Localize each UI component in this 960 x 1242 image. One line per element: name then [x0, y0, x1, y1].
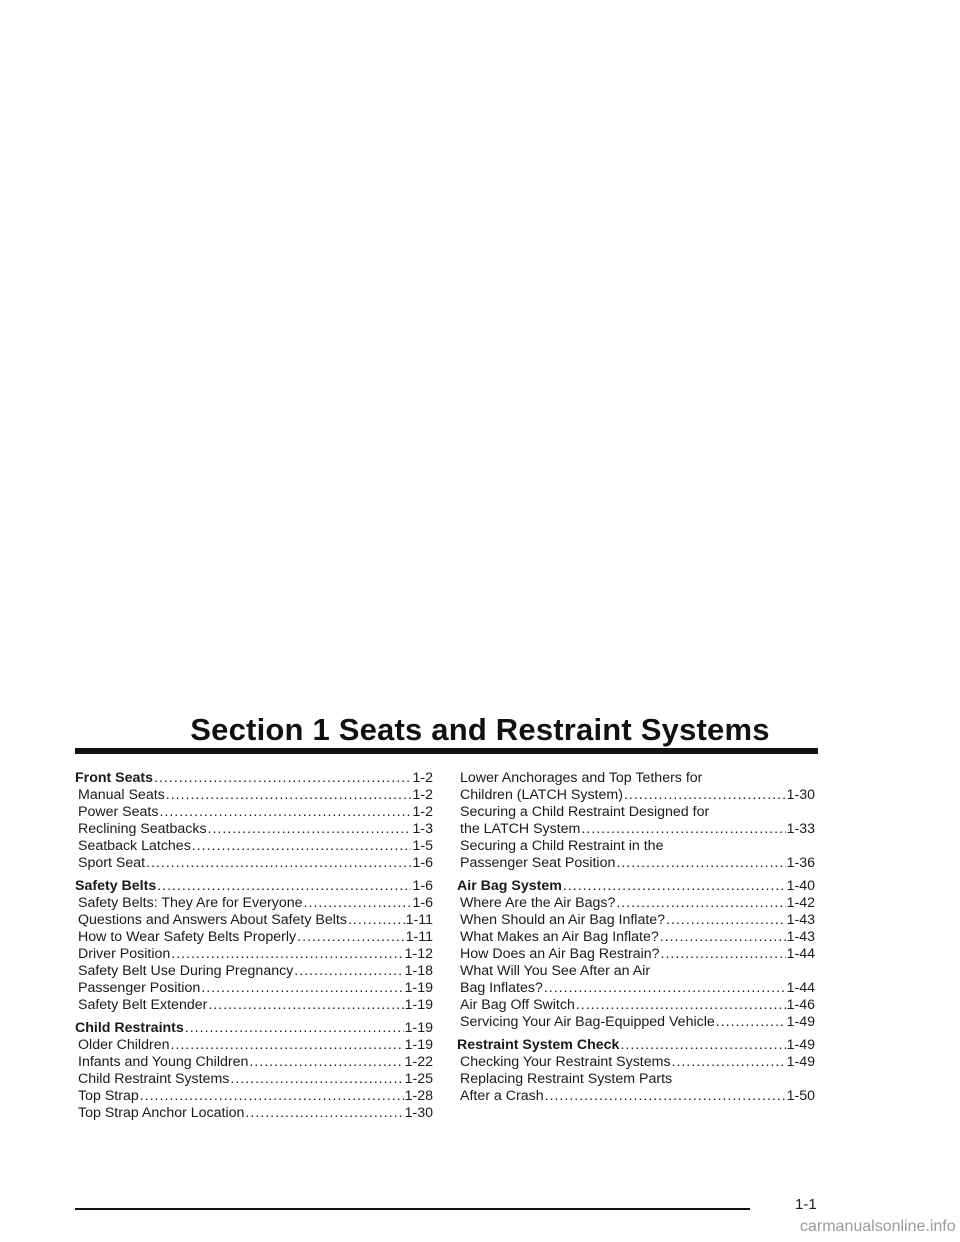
- toc-entry-label: Children (LATCH System): [460, 787, 623, 803]
- toc-entry-page: 1-50: [786, 1088, 815, 1104]
- toc-entry-pregnancy[interactable]: [75, 963, 433, 980]
- dot-leader: [171, 946, 403, 963]
- toc-entry-label: Questions and Answers About Safety Belts: [78, 912, 347, 928]
- toc-entry-off-switch[interactable]: [457, 997, 815, 1014]
- dot-leader: [660, 929, 786, 946]
- toc-entry-label: Passenger Seat Position: [460, 855, 616, 871]
- toc-entry-driver-position[interactable]: [75, 946, 433, 963]
- title-rule: [75, 748, 818, 754]
- dot-leader: [620, 1037, 785, 1054]
- toc-entry-label: Where Are the Air Bags?: [460, 895, 616, 911]
- toc-entry-when-inflate[interactable]: [457, 912, 815, 929]
- toc-entry-what-see-line1[interactable]: What Will You See After an Air: [460, 963, 651, 979]
- toc-entry-label: Infants and Young Children: [78, 1054, 249, 1070]
- toc-entry-label: Air Bag System: [457, 878, 562, 894]
- toc-entry-label: Safety Belt Extender: [78, 997, 208, 1013]
- toc-entry-label: Checking Your Restraint Systems: [460, 1054, 671, 1070]
- dot-leader: [166, 787, 412, 804]
- dot-leader: [192, 838, 412, 855]
- toc-entry-label: Driver Position: [78, 946, 171, 962]
- toc-entry-safety-belts[interactable]: [75, 878, 433, 895]
- toc-entry-child-restraint-systems[interactable]: [75, 1071, 433, 1088]
- toc-right-column: [457, 770, 815, 1105]
- toc-entry-air-bag-system[interactable]: [457, 878, 815, 895]
- dot-leader: [249, 1054, 403, 1071]
- toc-entry-label: How Does an Air Bag Restrain?: [460, 946, 660, 962]
- toc-entry-restraint-check[interactable]: [457, 1037, 815, 1054]
- section-title: Section 1 Seats and Restraint Systems: [190, 712, 770, 747]
- toc-entry-where-air-bags[interactable]: [457, 895, 815, 912]
- toc-entry-page: 1-40: [786, 878, 815, 894]
- toc-entry-page: 1-2: [412, 804, 433, 820]
- toc-entry-label: What Makes an Air Bag Inflate?: [460, 929, 659, 945]
- toc-left-column: [75, 770, 433, 1122]
- toc-entry-questions-answers[interactable]: [75, 912, 433, 929]
- toc-entry-label: Servicing Your Air Bag-Equipped Vehicle: [460, 1014, 715, 1030]
- toc-entry-label: Air Bag Off Switch: [460, 997, 575, 1013]
- toc-entry-page: 1-25: [404, 1071, 433, 1087]
- toc-entry-page: 1-30: [786, 787, 815, 803]
- toc-entry-label: Top Strap: [78, 1088, 139, 1104]
- toc-entry-checking[interactable]: [457, 1054, 815, 1071]
- dot-leader: [230, 1071, 403, 1088]
- toc-entry-label: Child Restraint Systems: [78, 1071, 230, 1087]
- dot-leader: [348, 912, 405, 929]
- toc-entry-label: After a Crash: [460, 1088, 544, 1104]
- toc-entry-front-seats[interactable]: [75, 770, 433, 787]
- toc-entry-seatback-latches[interactable]: [75, 838, 433, 855]
- dot-leader: [208, 997, 403, 1014]
- toc-entry-page: 1-11: [405, 912, 433, 928]
- dot-leader: [581, 821, 785, 838]
- dot-leader: [140, 1088, 404, 1105]
- dot-leader: [159, 804, 411, 821]
- toc-entry-page: 1-12: [404, 946, 433, 962]
- toc-entry-power-seats[interactable]: [75, 804, 433, 821]
- toc-entry-replacing[interactable]: [457, 1088, 815, 1105]
- toc-entry-page: 1-49: [786, 1054, 815, 1070]
- toc-entry-securing-passenger[interactable]: [457, 855, 815, 872]
- toc-entry-label: Front Seats: [75, 770, 154, 786]
- toc-entry-page: 1-18: [404, 963, 433, 979]
- dot-leader: [146, 855, 411, 872]
- toc-entry-securing-latch-line1[interactable]: Securing a Child Restraint Designed for: [460, 804, 710, 820]
- toc-entry-servicing[interactable]: [457, 1014, 815, 1031]
- toc-entry-page: 1-2: [412, 787, 433, 803]
- toc-entry-page: 1-33: [786, 821, 815, 837]
- toc-entry-sport-seat[interactable]: [75, 855, 433, 872]
- toc-entry-label: Seatback Latches: [78, 838, 191, 854]
- toc-entry-label: Bag Inflates?: [460, 980, 543, 996]
- toc-entry-page: 1-3: [412, 821, 433, 837]
- toc-entry-top-strap[interactable]: [75, 1088, 433, 1105]
- dot-leader: [563, 878, 786, 895]
- toc-entry-page: 1-49: [786, 1014, 815, 1030]
- toc-entry-label: Child Restraints: [75, 1020, 184, 1036]
- toc-entry-page: 1-43: [786, 912, 815, 928]
- toc-entry-what-see[interactable]: [457, 980, 815, 997]
- toc-entry-how-restrain[interactable]: [457, 946, 815, 963]
- toc-entry-lower-anchorages-line1[interactable]: Lower Anchorages and Top Tethers for: [460, 770, 703, 786]
- toc-entry-label: Manual Seats: [78, 787, 165, 803]
- dot-leader: [616, 895, 785, 912]
- dot-leader: [576, 997, 786, 1014]
- dot-leader: [661, 946, 786, 963]
- dot-leader: [672, 1054, 786, 1071]
- toc-entry-page: 1-44: [786, 980, 815, 996]
- toc-entry-label: Safety Belts: [75, 878, 157, 894]
- toc-entry-label: Top Strap Anchor Location: [78, 1105, 245, 1121]
- dot-leader: [201, 980, 403, 997]
- dot-leader: [208, 821, 412, 838]
- toc-entry-lower-anchorages[interactable]: [457, 787, 815, 804]
- toc-entry-page: 1-19: [404, 1020, 433, 1036]
- toc-entry-page: 1-22: [404, 1054, 433, 1070]
- toc-entry-page: 1-5: [412, 838, 433, 854]
- toc-entry-passenger-position[interactable]: [75, 980, 433, 997]
- toc-entry-belts-for-everyone[interactable]: [75, 895, 433, 912]
- watermark: carmanualsonline.info: [800, 1218, 956, 1235]
- dot-leader: [185, 1020, 404, 1037]
- toc-entry-page: 1-19: [404, 1037, 433, 1053]
- toc-entry-securing-latch[interactable]: [457, 821, 815, 838]
- toc-entry-page: 1-36: [786, 855, 815, 871]
- toc-entry-older-children[interactable]: [75, 1037, 433, 1054]
- dot-leader: [545, 1088, 786, 1105]
- dot-leader: [616, 855, 785, 872]
- toc-entry-how-to-wear[interactable]: [75, 929, 433, 946]
- page-number: 1-1: [795, 1196, 817, 1213]
- dot-leader: [297, 929, 405, 946]
- dot-leader: [294, 963, 403, 980]
- dot-leader: [304, 895, 412, 912]
- toc-entry-page: 1-19: [404, 980, 433, 996]
- dot-leader: [157, 878, 411, 895]
- toc-entry-label: the LATCH System: [460, 821, 581, 837]
- toc-entry-label: Safety Belts: They Are for Everyone: [78, 895, 303, 911]
- toc-entry-page: 1-49: [786, 1037, 815, 1053]
- toc-entry-what-makes-inflate[interactable]: [457, 929, 815, 946]
- toc-entry-page: 1-2: [412, 770, 433, 786]
- toc-entry-securing-passenger-line1[interactable]: Securing a Child Restraint in the: [460, 838, 664, 854]
- dot-leader: [716, 1014, 786, 1031]
- toc-entry-page: 1-44: [786, 946, 815, 962]
- toc-entry-label: Passenger Position: [78, 980, 201, 996]
- dot-leader: [624, 787, 786, 804]
- toc-entry-manual-seats[interactable]: [75, 787, 433, 804]
- toc-entry-label: Restraint System Check: [457, 1037, 620, 1053]
- toc-entry-page: 1-6: [412, 895, 433, 911]
- dot-leader: [666, 912, 786, 929]
- toc-entry-page: 1-46: [786, 997, 815, 1013]
- toc-entry-label: When Should an Air Bag Inflate?: [460, 912, 666, 928]
- toc-entry-page: 1-30: [404, 1105, 433, 1121]
- footer-rule: [75, 1208, 750, 1210]
- toc-entry-page: 1-6: [412, 855, 433, 871]
- toc-entry-page: 1-28: [404, 1088, 433, 1104]
- toc-entry-reclining-seatbacks[interactable]: [75, 821, 433, 838]
- dot-leader: [154, 770, 411, 787]
- toc-entry-page: 1-42: [786, 895, 815, 911]
- toc-entry-page: 1-11: [405, 929, 433, 945]
- toc-entry-label: How to Wear Safety Belts Properly: [78, 929, 297, 945]
- toc-entry-replacing-line1[interactable]: Replacing Restraint System Parts: [460, 1071, 673, 1087]
- dot-leader: [544, 980, 786, 997]
- toc-entry-label: Safety Belt Use During Pregnancy: [78, 963, 294, 979]
- toc-entry-label: Older Children: [78, 1037, 170, 1053]
- toc-entry-label: Power Seats: [78, 804, 159, 820]
- toc-entry-child-restraints[interactable]: [75, 1020, 433, 1037]
- dot-leader: [245, 1105, 403, 1122]
- toc-entry-infants[interactable]: [75, 1054, 433, 1071]
- toc-entry-page: 1-19: [404, 997, 433, 1013]
- toc-entry-top-strap-anchor[interactable]: [75, 1105, 433, 1122]
- toc-entry-label: Reclining Seatbacks: [78, 821, 207, 837]
- toc-entry-page: 1-6: [412, 878, 433, 894]
- toc-entry-label: Sport Seat: [78, 855, 146, 871]
- toc-entry-page: 1-43: [786, 929, 815, 945]
- toc-entry-belt-extender[interactable]: [75, 997, 433, 1014]
- dot-leader: [170, 1037, 403, 1054]
